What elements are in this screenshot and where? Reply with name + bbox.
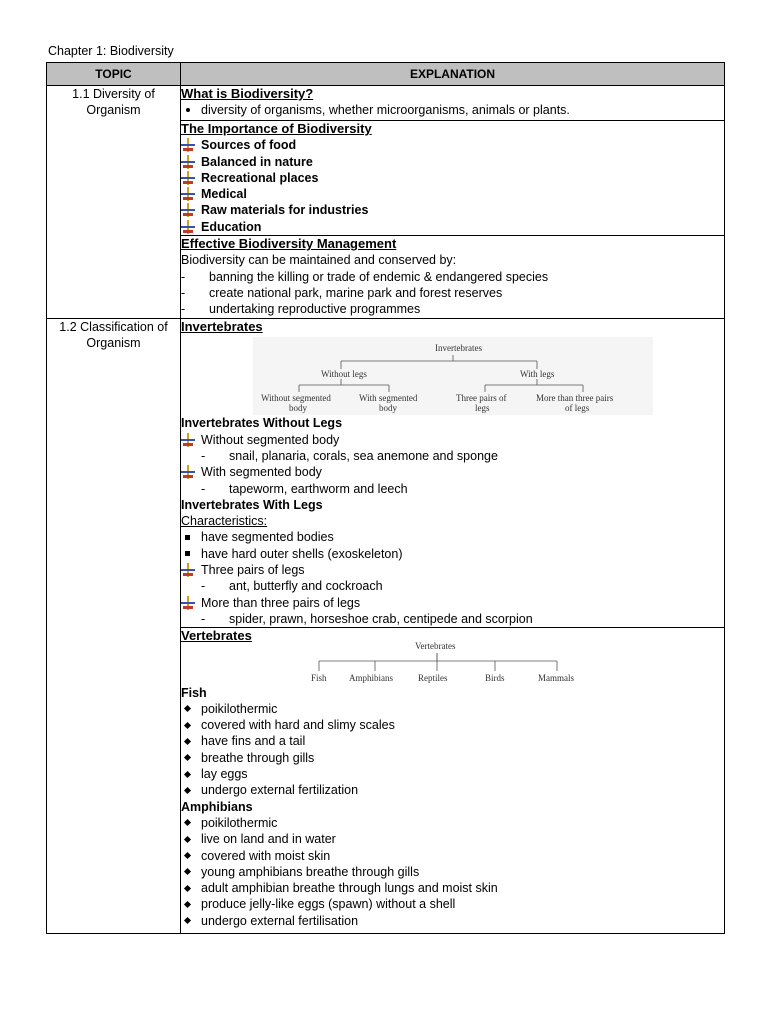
diamond-bullet-icon xyxy=(184,705,191,712)
list-item: - snail, planaria, corals, sea anemone and sponge xyxy=(201,448,498,463)
diagram-node-reptiles: Reptiles xyxy=(418,672,448,683)
list-item: adult amphibian breathe through lungs and moist skin xyxy=(181,880,724,896)
what-is-biodiversity-cell xyxy=(181,86,725,121)
list-item: Recreational places xyxy=(181,170,724,186)
vertebrates-cell xyxy=(181,628,725,934)
list-item: - create national park, marine park and forest reserves xyxy=(181,285,503,300)
table-row xyxy=(47,86,725,121)
table-header-row xyxy=(47,63,725,86)
amphibians-title: Amphibians xyxy=(181,799,253,814)
what-is-biodiversity-heading: What is Biodiversity? xyxy=(181,86,314,101)
diagram-node-birds: Birds xyxy=(485,672,505,683)
arrow-bullet-icon xyxy=(181,465,195,479)
diagram-node-amphibians: Amphibians xyxy=(349,672,393,683)
diamond-bullet-icon xyxy=(184,819,191,826)
diamond-bullet-icon xyxy=(184,836,191,843)
diagram-node-without-legs: Without legs xyxy=(321,369,367,380)
list-item: have hard outer shells (exoskeleton) xyxy=(181,546,724,562)
diamond-bullet-icon xyxy=(184,754,191,761)
diagram-node-without-segmented-2: body xyxy=(289,403,307,414)
square-bullet-icon xyxy=(185,535,190,540)
diagram-node-vertebrates: Vertebrates xyxy=(415,640,456,651)
management-intro: Biodiversity can be maintained and conserved by: xyxy=(181,253,457,268)
diagram-node-with-legs: With legs xyxy=(520,369,555,380)
bullet-icon xyxy=(186,108,190,112)
management-heading: Effective Biodiversity Management xyxy=(181,236,397,252)
list-item: undergo external fertilisation xyxy=(181,913,724,929)
diagram-node-more-than-three: More than three pairs xyxy=(536,393,614,404)
list-item: diversity of organisms, whether microorganisms, animals or plants. xyxy=(181,102,724,118)
invertebrates-without-legs-title: Invertebrates Without Legs xyxy=(181,416,343,431)
list-item: young amphibians breathe through gills xyxy=(181,864,724,880)
biodiversity-table xyxy=(46,62,725,934)
list-item: poikilothermic xyxy=(181,701,724,717)
arrow-bullet-icon xyxy=(181,203,195,217)
diamond-bullet-icon xyxy=(184,722,191,729)
topic-classification-of-organism: 1.2 Classification of Organism xyxy=(47,319,181,934)
diamond-bullet-icon xyxy=(184,868,191,875)
arrow-bullet-icon xyxy=(181,155,195,169)
fish-title: Fish xyxy=(181,685,207,700)
diamond-bullet-icon xyxy=(184,787,191,794)
list-item: - tapeworm, earthworm and leech xyxy=(201,481,408,496)
diagram-node-mammals: Mammals xyxy=(538,672,574,683)
topic-diversity-of-organism: 1.1 Diversity of Organism xyxy=(47,86,181,319)
table-row xyxy=(47,319,725,628)
invertebrates-cell xyxy=(181,319,725,628)
list-item: More than three pairs of legs xyxy=(181,595,724,611)
diamond-bullet-icon xyxy=(184,738,191,745)
diagram-node-with-segmented: With segmented xyxy=(359,393,418,404)
header-topic: TOPIC xyxy=(47,63,181,86)
list-item: have segmented bodies xyxy=(181,529,724,545)
arrow-bullet-icon xyxy=(181,171,195,185)
diagram-node-three-pairs: Three pairs of xyxy=(456,393,507,404)
vertebrates-heading: Vertebrates xyxy=(181,628,252,644)
list-item: Education xyxy=(181,219,724,235)
list-item: Without segmented body xyxy=(181,432,724,448)
list-item: - ant, butterfly and cockroach xyxy=(201,579,383,594)
diagram-node-more-than-three-2: of legs xyxy=(565,403,590,414)
list-item: have fins and a tail xyxy=(181,733,724,749)
list-item: undergo external fertilization xyxy=(181,782,724,798)
invertebrates-heading: Invertebrates xyxy=(181,319,263,335)
list-item: - undertaking reproductive programmes xyxy=(181,302,421,317)
list-item: poikilothermic xyxy=(181,815,724,831)
characteristics-label: Characteristics: xyxy=(181,514,268,529)
diamond-bullet-icon xyxy=(184,852,191,859)
list-item: Medical xyxy=(181,186,724,202)
diamond-bullet-icon xyxy=(184,885,191,892)
list-item: - banning the killing or trade of endemic & endangered species xyxy=(181,269,549,284)
list-item: live on land and in water xyxy=(181,831,724,847)
list-item: covered with moist skin xyxy=(181,848,724,864)
list-item: Raw materials for industries xyxy=(181,202,724,218)
arrow-bullet-icon xyxy=(181,138,195,152)
arrow-bullet-icon xyxy=(181,433,195,447)
arrow-bullet-icon xyxy=(181,187,195,201)
list-item: breathe through gills xyxy=(181,750,724,766)
invertebrates-with-legs-title: Invertebrates With Legs xyxy=(181,497,323,512)
list-item: With segmented body xyxy=(181,464,724,480)
diagram-node-three-pairs-2: legs xyxy=(475,403,490,414)
diagram-node-fish: Fish xyxy=(311,672,327,683)
diagram-node-without-segmented: Without segmented xyxy=(261,393,331,404)
list-item: produce jelly-like eggs (spawn) without a shell xyxy=(181,896,724,912)
diamond-bullet-icon xyxy=(184,770,191,777)
diamond-bullet-icon xyxy=(184,917,191,924)
square-bullet-icon xyxy=(185,551,190,556)
importance-cell xyxy=(181,121,725,236)
list-item: Balanced in nature xyxy=(181,154,724,170)
vertebrates-diagram xyxy=(301,639,601,685)
arrow-bullet-icon xyxy=(181,220,195,234)
arrow-bullet-icon xyxy=(181,596,195,610)
invertebrates-diagram xyxy=(253,337,653,415)
list-item: lay eggs xyxy=(181,766,724,782)
diagram-node-invertebrates: Invertebrates xyxy=(435,343,482,354)
header-explanation: EXPLANATION xyxy=(181,63,725,86)
document-title: Chapter 1: Biodiversity xyxy=(48,44,174,58)
list-item: Sources of food xyxy=(181,137,724,153)
list-item: - spider, prawn, horseshoe crab, centipede and scorpion xyxy=(201,611,533,626)
list-item: covered with hard and slimy scales xyxy=(181,717,724,733)
diagram-node-with-segmented-2: body xyxy=(379,403,397,414)
list-item: Three pairs of legs xyxy=(181,562,724,578)
importance-list xyxy=(181,137,724,235)
arrow-bullet-icon xyxy=(181,563,195,577)
importance-heading: The Importance of Biodiversity xyxy=(181,121,372,136)
management-cell xyxy=(181,236,725,319)
diamond-bullet-icon xyxy=(184,901,191,908)
